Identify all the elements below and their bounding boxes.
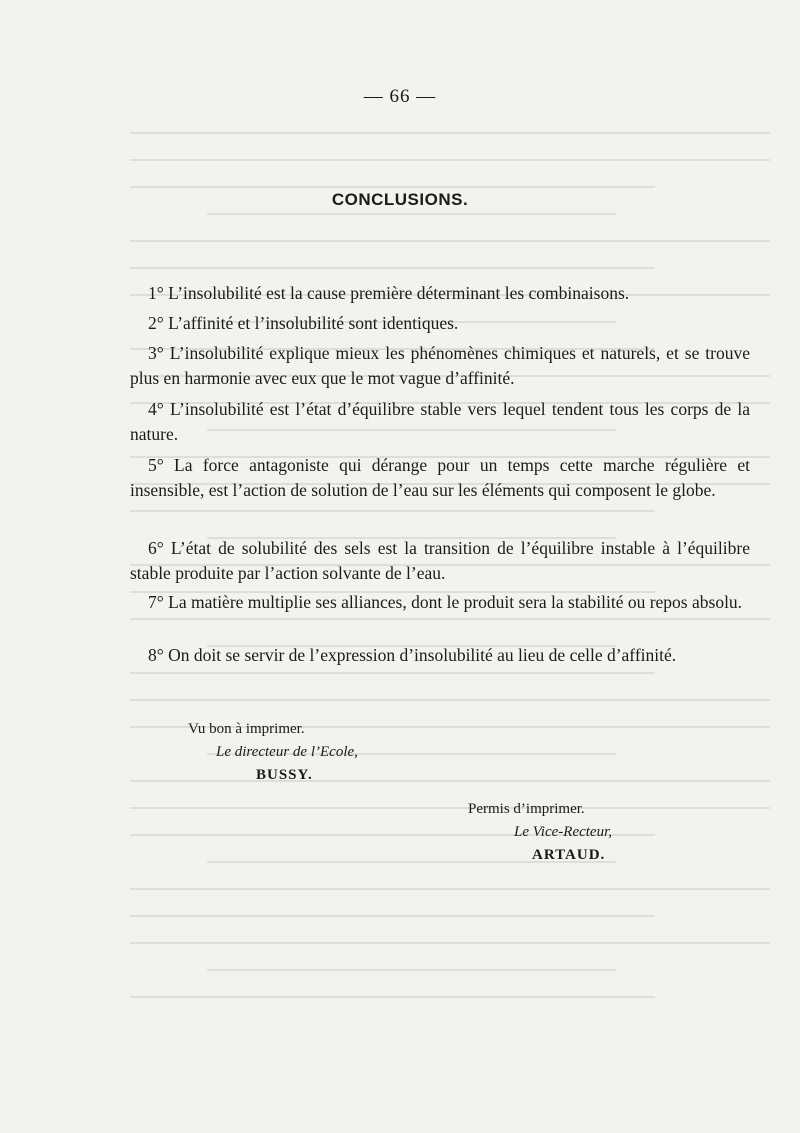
imprimatur-rector-line2: Le Vice-Recteur,	[514, 824, 613, 840]
conclusion-item-8: 8° On doit se servir de l’expression d’insolubilité au lieu de celle d’affinité.	[148, 645, 677, 665]
conclusion-item-5: 5° La force antagoniste qui dérange pour un temps cette marche régulière et insensible, est l’action de solution de l’eau sur les éléments qui composent le globe.	[130, 455, 750, 500]
conclusion-item-3: 3° L’insolubilité explique mieux les phénomènes chimiques et naturels, et se trouve plus en harmonie avec eux que le mot vague d’affinité.	[130, 343, 750, 388]
conclusion-item-7: 7° La matière multiplie ses alliances, dont le produit sera la stabilité ou repos absolu.	[148, 592, 743, 612]
imprimatur-rector-signature: ARTAUD.	[532, 847, 606, 863]
conclusion-item-1: 1° L’insolubilité est la cause première déterminant les combinaisons.	[148, 283, 630, 303]
imprimatur-director	[188, 718, 358, 787]
conclusion-item-4: 4° L’insolubilité est l’état d’équilibre stable vers lequel tendent tous les corps de la nature.	[130, 399, 750, 444]
imprimatur-director-line1: Vu bon à imprimer.	[188, 721, 305, 737]
page-title: CONCLUSIONS.	[331, 190, 469, 209]
conclusion-item-6: 6° L’état de solubilité des sels est la transition de l’équilibre instable à l’équilibre stable produite par l’action solvante de l’eau.	[130, 538, 750, 583]
imprimatur-rector	[468, 798, 612, 867]
imprimatur-rector-line1: Permis d’imprimer.	[468, 801, 585, 817]
imprimatur-director-line2: Le directeur de l’Ecole,	[216, 744, 358, 760]
page-number: — 66 —	[363, 86, 437, 107]
imprimatur-director-signature: BUSSY.	[256, 767, 313, 783]
conclusion-item-2: 2° L’affinité et l’insolubilité sont identiques.	[148, 313, 459, 333]
